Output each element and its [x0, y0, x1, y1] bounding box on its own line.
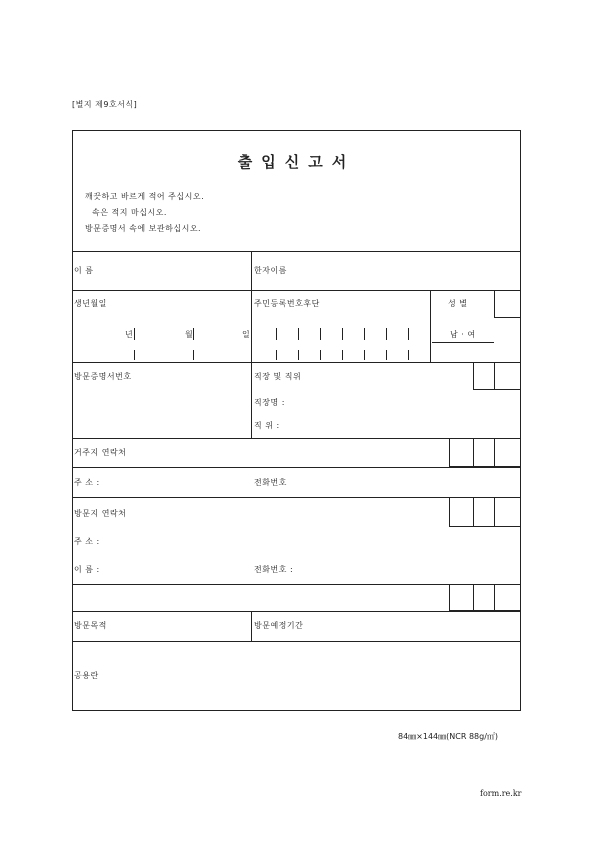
month-label: 월 — [185, 330, 194, 339]
residence-check-box-2[interactable] — [473, 438, 495, 467]
divider-purpose — [251, 611, 252, 641]
workplace-name-label: 직장명 : — [254, 398, 285, 407]
birth-date-label: 생년월일 — [74, 299, 107, 308]
divider-workplace — [251, 362, 252, 438]
visit-contact-label: 방문지 연락처 — [74, 509, 127, 518]
extra-check-box-2[interactable] — [473, 584, 495, 611]
digit-tick — [364, 350, 365, 360]
divider-name — [251, 251, 252, 290]
digit-tick — [408, 328, 409, 340]
digit-tick — [320, 328, 321, 340]
digit-tick — [298, 328, 299, 340]
position-label: 직 위 : — [254, 421, 280, 430]
visit-check-box-1[interactable] — [449, 497, 474, 527]
visit-check-box-2[interactable] — [473, 497, 495, 527]
extra-check-box-1[interactable] — [449, 584, 474, 611]
residence-check-box-3[interactable] — [494, 438, 521, 467]
digit-tick — [408, 350, 409, 360]
digit-tick — [276, 328, 277, 340]
year-label: 년 — [125, 330, 134, 339]
visit-check-box-3[interactable] — [494, 497, 521, 527]
visit-address-label: 주 소 : — [74, 537, 100, 546]
digit-tick — [320, 350, 321, 360]
visit-name-label: 이 름 : — [74, 565, 100, 574]
site-url: form.re.kr — [480, 789, 522, 798]
workplace-check-box-1[interactable] — [473, 362, 495, 390]
visit-purpose-label: 방문목적 — [74, 621, 107, 630]
rule-after-name — [72, 290, 521, 291]
visit-phone-label: 전화번호 : — [254, 565, 294, 574]
sex-options: 남 · 여 — [450, 330, 476, 339]
residence-check-box-1[interactable] — [449, 438, 474, 467]
divider-birth — [251, 290, 252, 362]
visit-cert-no-label: 방문증명서번호 — [74, 372, 132, 381]
workplace-position-label: 직장 및 직위 — [254, 372, 302, 381]
sex-check-box[interactable] — [494, 290, 521, 318]
digit-tick — [276, 350, 277, 360]
residence-contact-label: 거주지 연락처 — [74, 448, 127, 457]
visit-period-label: 방문예정기간 — [254, 621, 304, 630]
date-tick — [134, 350, 135, 360]
date-tick — [193, 350, 194, 360]
form-title: 출입신고서 — [237, 153, 356, 171]
instruction-1: 깨끗하고 바르게 적어 주십시오. — [85, 192, 205, 201]
residence-address-label: 주 소 : — [74, 478, 100, 487]
form-number: [별지 제9호서식] — [72, 100, 138, 109]
name-label: 이 름 — [74, 266, 94, 275]
residence-phone-label: 전화번호 — [254, 478, 287, 487]
sex-underline — [432, 342, 494, 343]
extra-check-box-3[interactable] — [494, 584, 521, 611]
divider-sex — [430, 290, 431, 362]
instruction-3: 방문증명서 속에 보관하십시오. — [85, 224, 202, 233]
digit-tick — [342, 328, 343, 340]
date-tick — [193, 328, 194, 340]
paper-size: 84㎜×144㎜(NCR 88g/㎡) — [398, 732, 499, 741]
rule-before-purpose — [72, 611, 521, 612]
digit-tick — [386, 350, 387, 360]
digit-tick — [298, 350, 299, 360]
resident-id-label: 주민등록번호후단 — [254, 299, 320, 308]
digit-tick — [364, 328, 365, 340]
rule-residence-mid — [72, 467, 521, 468]
official-use-label: 공용란 — [74, 671, 99, 680]
workplace-check-box-2[interactable] — [494, 362, 521, 390]
digit-tick — [386, 328, 387, 340]
rule-after-birth — [72, 362, 521, 363]
instruction-2: 속은 적지 마십시오. — [92, 208, 167, 217]
date-tick — [134, 328, 135, 340]
rule-after-purpose — [72, 641, 521, 642]
rule-after-instructions — [72, 251, 521, 252]
sex-label: 성 별 — [448, 299, 468, 308]
hanja-name-label: 한자이름 — [254, 266, 287, 275]
digit-tick — [342, 350, 343, 360]
day-label: 일 — [242, 330, 251, 339]
